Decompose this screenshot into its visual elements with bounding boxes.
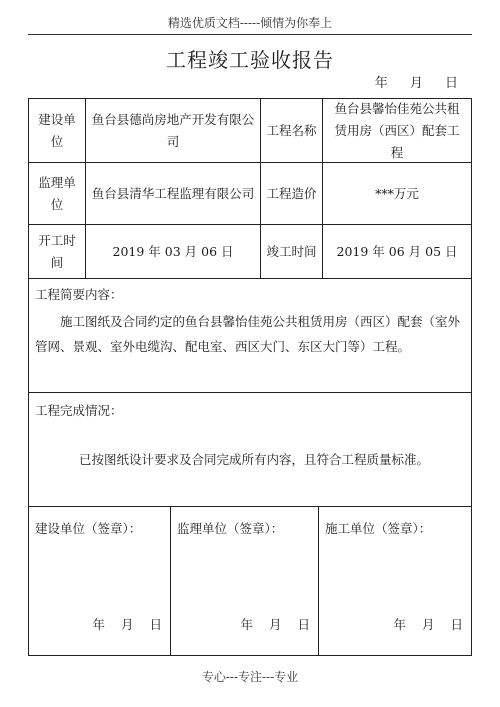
form-row-owner xyxy=(29,99,471,163)
signature-supervisor-date: 年 月 日 xyxy=(240,617,310,632)
completion-status-section xyxy=(29,393,471,507)
form-row-dates xyxy=(29,225,471,279)
document-title: 工程竣工验收报告 xyxy=(166,48,334,72)
value-construction-unit: 鱼台县德尚房地产开发有限公司 xyxy=(86,99,261,162)
label-supervision-unit: 监理单位 xyxy=(29,163,86,224)
value-supervision-unit: 鱼台县清华工程监理有限公司 xyxy=(86,163,261,224)
completion-status-text: 已按图纸设计要求及合同完成所有内容，且符合工程质量标准。 xyxy=(79,452,430,467)
signature-supervisor xyxy=(171,507,319,655)
signature-supervisor-label: 监理单位（签章）： xyxy=(177,521,284,536)
header-note: 精选优质文档-----倾情为你奉上 xyxy=(167,16,333,30)
signature-contractor-label: 施工单位（签章）： xyxy=(325,521,432,536)
signature-contractor-date: 年 月 日 xyxy=(393,617,463,632)
label-project-name: 工程名称 xyxy=(261,99,323,162)
signature-owner xyxy=(29,507,171,655)
value-project-cost: ***万元 xyxy=(375,185,419,201)
signature-owner-label: 建设单位（签章）： xyxy=(35,521,142,536)
label-start-date: 开工时间 xyxy=(29,225,86,278)
value-completion-date: 2019 年 06 月 05 日 xyxy=(336,243,458,259)
signature-owner-date: 年 月 日 xyxy=(92,617,162,632)
value-start-date: 2019 年 03 月 06 日 xyxy=(86,225,261,278)
project-summary-text: 施工图纸及合同约定的鱼台县馨怡佳苑公共租赁用房（西区）配套（室外管网、景观、室外电缆沟、配电室、西区大门、东区大门等）工程。 xyxy=(35,314,461,354)
report-date: 年 月 日 xyxy=(374,76,458,91)
label-project-cost: 工程造价 xyxy=(261,163,323,224)
signature-contractor xyxy=(319,507,471,655)
acceptance-form xyxy=(28,98,472,656)
label-construction-unit: 建设单位 xyxy=(29,99,86,162)
completion-status-label: 工程完成情况： xyxy=(35,403,123,418)
footer-note: 专心---专注---专业 xyxy=(201,670,299,684)
project-summary-section xyxy=(29,279,471,393)
signature-section xyxy=(29,507,471,655)
label-completion-date: 竣工时间 xyxy=(261,225,323,278)
header-divider xyxy=(28,34,472,35)
value-project-name: 鱼台县馨怡佳苑公共租赁用房（西区）配套工程 xyxy=(334,100,460,160)
form-row-supervisor xyxy=(29,163,471,225)
project-summary-label: 工程简要内容： xyxy=(35,287,123,302)
